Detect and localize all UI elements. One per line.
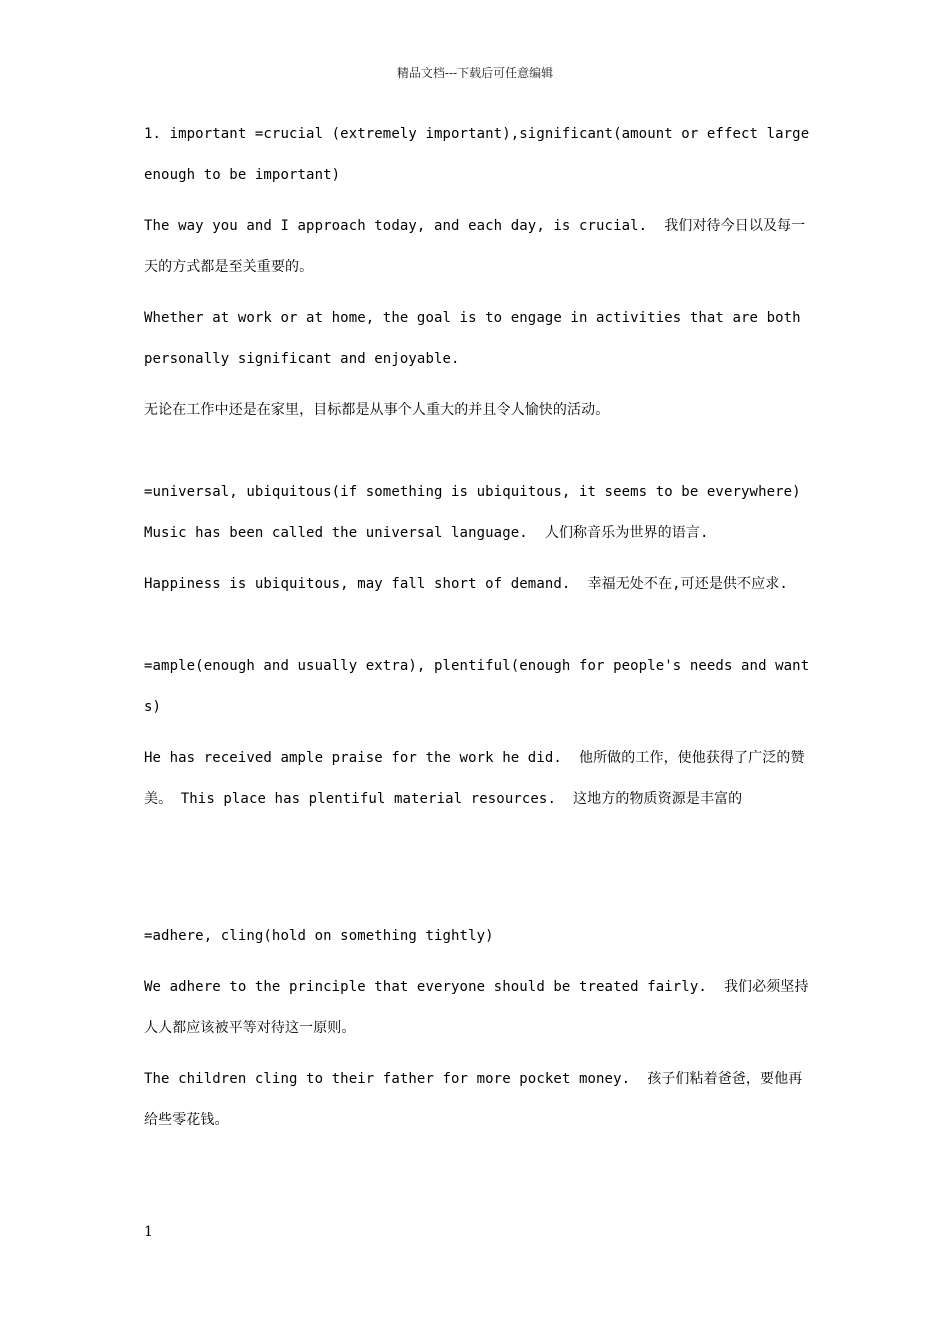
- paragraph-significant-translation: 无论在工作中还是在家里，目标都是从事个人重大的并且令人愉快的活动。: [144, 402, 610, 418]
- page-header: 精品文档---下载后可任意编辑: [396, 66, 554, 80]
- paragraph-ample-examples: He has received ample praise for the work he did. 他所做的工作，使他获得了广泛的赞美。 This place has plentiful material resources. 这地方的物质资源是丰富的: [144, 750, 805, 807]
- paragraph-crucial-example: The way you and I approach today, and each day, is crucial. 我们对待今日以及每一天的方式都是至关重要的。: [144, 218, 806, 275]
- paragraph-cling-example: The children cling to their father for more pocket money. 孩子们粘着爸爸，要他再给些零花钱。: [144, 1071, 803, 1128]
- spacer: [144, 615, 810, 646]
- paragraph-significant-example: Whether at work or at home, the goal is to engage in activities that are both personally significant and enjoyable.: [144, 310, 810, 367]
- paragraph-important-definition: 1. important =crucial (extremely important),significant(amount or effect large enough to be important): [144, 126, 818, 183]
- paragraph-adhere-example: We adhere to the principle that everyone should be treated fairly. 我们必须坚持人人都应该被平等对待这一原则。: [144, 979, 809, 1036]
- spacer: [144, 441, 810, 472]
- paragraph-ample-definition: =ample(enough and usually extra), plentiful(enough for people's needs and wants): [144, 658, 810, 715]
- page-number: 1: [144, 1224, 153, 1240]
- spacer: [144, 830, 810, 916]
- document-body: [144, 114, 818, 1151]
- paragraph-ubiquitous-example: Happiness is ubiquitous, may fall short of demand. 幸福无处不在,可还是供不应求.: [144, 576, 788, 592]
- paragraph-adhere-definition: =adhere, cling(hold on something tightly): [144, 928, 494, 944]
- paragraph-universal-definition: =universal, ubiquitous(if something is ubiquitous, it seems to be everywhere) Music has been called the universal language. 人们称音乐为世界的语言.: [144, 484, 810, 541]
